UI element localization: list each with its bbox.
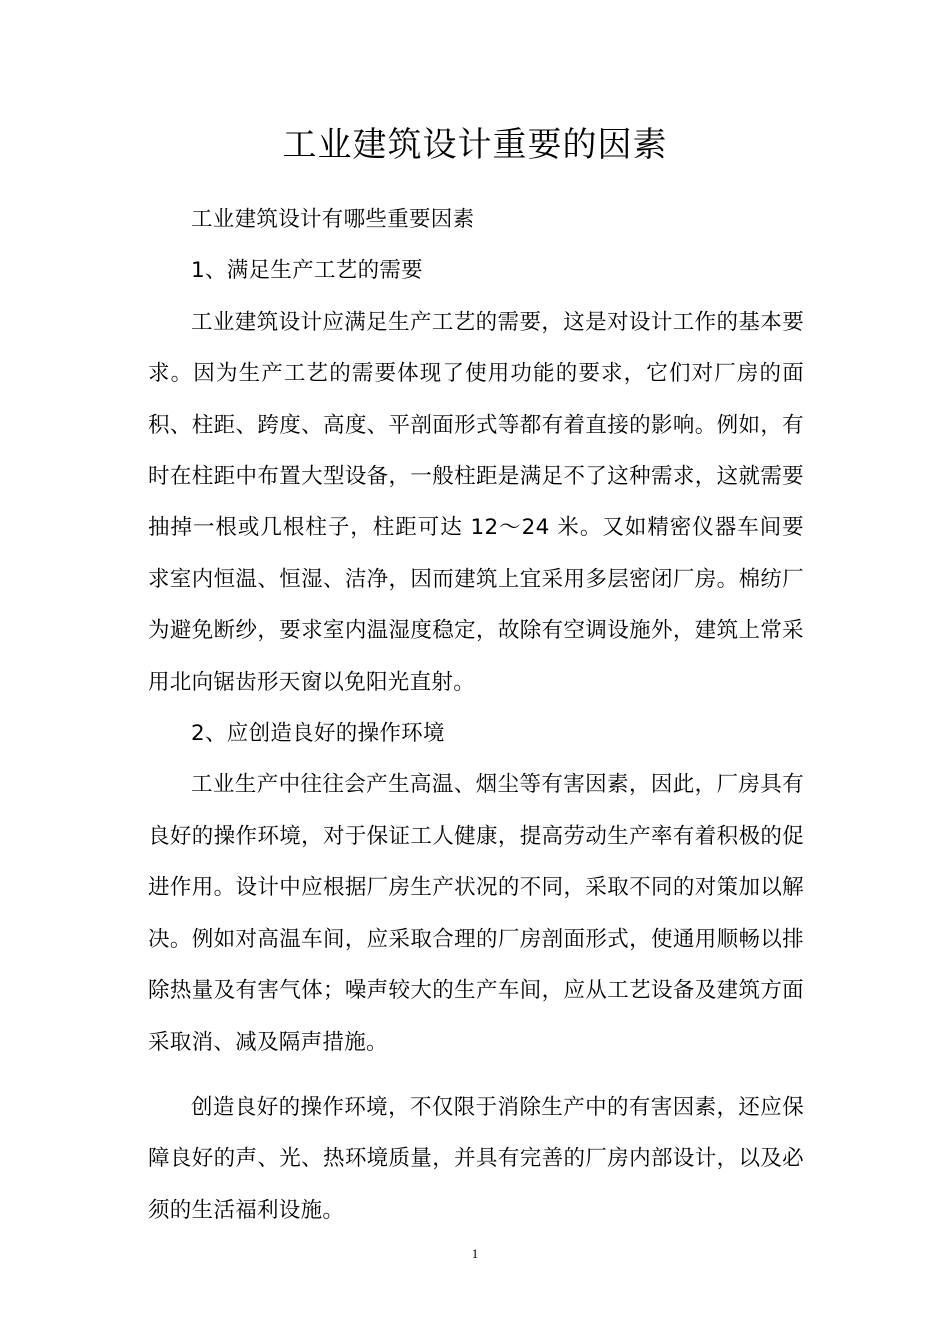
document-body: [148, 194, 804, 1236]
paragraph: 工业生产中往往会产生高温、烟尘等有害因素，因此，厂房具有良好的操作环境，对于保证工人健康，提高劳动生产率有着积极的促进作用。设计中应根据厂房生产状况的不同，采取不同的对策加以解决。例如对高温车间，应采取合理的厂房剖面形式，使通用顺畅以排除热量及有害气体；噪声较大的生产车间，应从工艺设备及建筑方面采取消、减及隔声措施。: [148, 772, 804, 1055]
paragraph: 创造良好的操作环境，不仅限于消除生产中的有害因素，还应保障良好的声、光、热环境质量，并具有完善的厂房内部设计，以及必须的生活福利设施。: [148, 1094, 804, 1223]
section-heading-2: 2、应创造良好的操作环境: [191, 721, 445, 747]
paragraph: 工业建筑设计应满足生产工艺的需要，这是对设计工作的基本要求。因为生产工艺的需要体现了使用功能的要求，它们对厂房的面积、柱距、跨度、高度、平剖面形式等都有着直接的影响。例如，有时在柱距中布置大型设备，一般柱距是满足不了这种需求，这就需要抽掉一根或几根柱子，柱距可达 12～24 米。又如精密仪器车间要求室内恒温、恒湿、洁净，因而建筑上宜采用多层密闭厂房。棉纺厂为避免断纱，要求室内温湿度稳定，故除有空调设施外，建筑上常采用北向锯齿形天窗以免阳光直射。: [148, 309, 804, 695]
paragraph-heading: 工业建筑设计有哪些重要因素: [191, 207, 475, 232]
page-number: 1: [471, 1246, 479, 1261]
section-heading-1: 1、满足生产工艺的需要: [191, 258, 423, 284]
document-title: 工业建筑设计重要的因素: [282, 125, 668, 165]
